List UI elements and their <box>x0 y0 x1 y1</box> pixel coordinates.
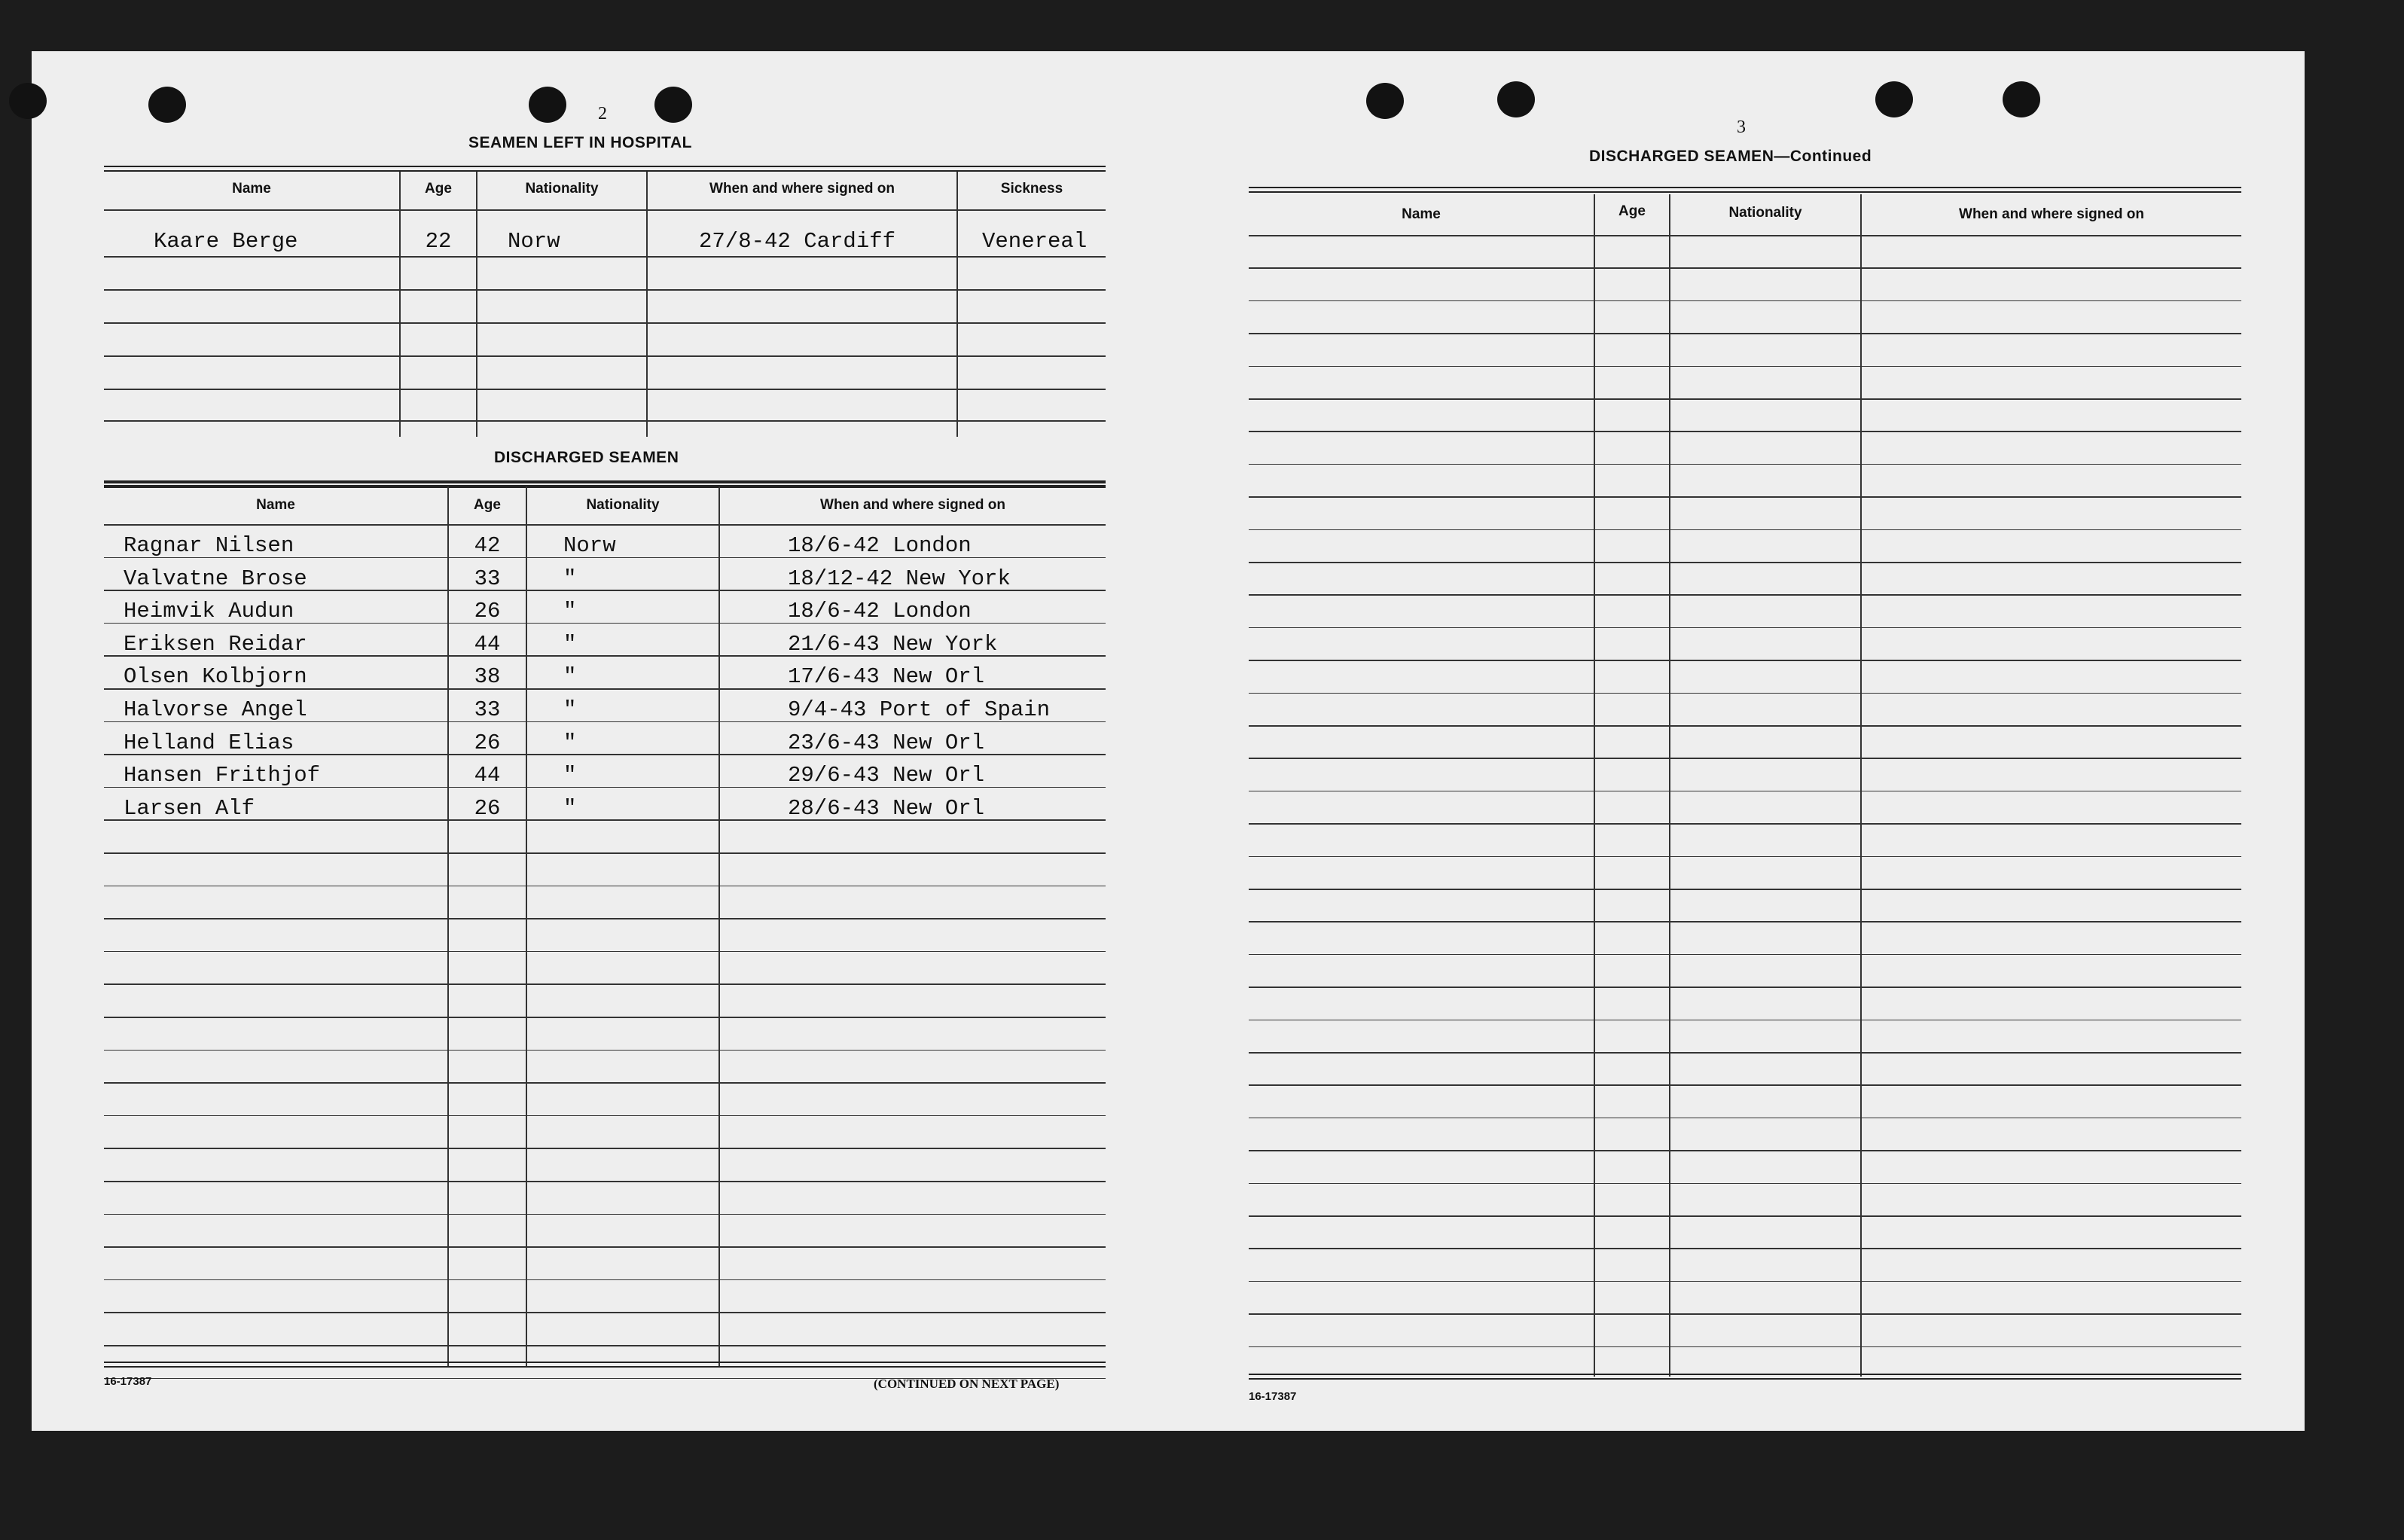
left-page <box>32 51 1131 1431</box>
discharged-cell-signed-on: 23/6-43 New Orl <box>788 730 985 755</box>
discharged-cell-name: Larsen Alf <box>124 795 255 821</box>
discharged-cell-age: 26 <box>474 795 501 821</box>
header-sickness: Sickness <box>1000 181 1063 197</box>
discharged-cell-signed-on: 18/6-42 London <box>788 533 972 558</box>
header-nationality: Nationality <box>1728 205 1802 221</box>
discharged-cell-nationality: Norw <box>563 533 616 558</box>
form-number: 16-17387 <box>1249 1390 1297 1403</box>
header-name: Name <box>232 181 271 197</box>
hospital-cell-sickness: Venereal <box>982 229 1088 254</box>
table-row <box>104 730 1106 764</box>
table-row <box>104 566 1106 599</box>
hospital-table <box>104 166 1106 489</box>
hospital-cell-nationality: Norw <box>508 229 560 254</box>
header-nationality: Nationality <box>586 497 660 513</box>
discharged-cell-age: 33 <box>474 566 501 591</box>
hospital-cell-age: 22 <box>425 229 452 254</box>
discharged-cell-signed-on: 21/6-43 New York <box>788 631 998 657</box>
discharged-cell-age: 26 <box>474 599 501 624</box>
hospital-cell-name: Kaare Berge <box>154 229 298 254</box>
table-row <box>104 763 1106 796</box>
discharged-cell-name: Helland Elias <box>124 730 294 755</box>
discharged-cell-signed-on: 28/6-43 New Orl <box>788 795 985 821</box>
document-sheet <box>32 51 2305 1431</box>
table-row <box>104 796 1106 829</box>
hospital-cell-signed-on: 27/8-42 Cardiff <box>699 229 896 254</box>
header-age: Age <box>474 497 501 513</box>
header-signed-on: When and where signed on <box>709 181 895 197</box>
discharged-cell-signed-on: 9/4-43 Port of Spain <box>788 697 1051 722</box>
header-nationality: Nationality <box>525 181 599 197</box>
header-signed-on: When and where signed on <box>1959 206 2144 222</box>
discharged-cell-nationality: " <box>563 730 577 755</box>
hospital-section-title: SEAMEN LEFT IN HOSPITAL <box>468 134 692 151</box>
header-age: Age <box>1618 203 1646 219</box>
continued-note: (CONTINUED ON NEXT PAGE) <box>874 1377 1060 1391</box>
discharged-cell-name: Olsen Kolbjorn <box>124 664 307 690</box>
discharged-cell-age: 33 <box>474 697 501 722</box>
discharged-table <box>104 480 1106 1369</box>
discharged-cell-age: 42 <box>474 533 501 558</box>
discharged-cell-signed-on: 29/6-43 New Orl <box>788 763 985 788</box>
page-number: 3 <box>1737 117 1746 137</box>
discharged-cell-nationality: " <box>563 631 577 657</box>
discharged-cell-signed-on: 18/6-42 London <box>788 599 972 624</box>
discharged-continued-table <box>1249 187 2241 1378</box>
discharged-cell-nationality: " <box>563 697 577 722</box>
discharged-cell-nationality: " <box>563 795 577 821</box>
discharged-cell-signed-on: 17/6-43 New Orl <box>788 664 985 690</box>
discharged-cell-name: Halvorse Angel <box>124 697 307 722</box>
discharged-cell-nationality: " <box>563 566 577 591</box>
table-row <box>104 697 1106 730</box>
header-age: Age <box>425 181 452 197</box>
discharged-cell-nationality: " <box>563 763 577 788</box>
discharged-cell-name: Eriksen Reidar <box>124 631 307 657</box>
header-name: Name <box>1402 206 1441 222</box>
discharged-cell-age: 44 <box>474 763 501 788</box>
header-signed-on: When and where signed on <box>820 497 1005 513</box>
discharged-continued-title: DISCHARGED SEAMEN—Continued <box>1589 148 1872 165</box>
table-row <box>104 632 1106 665</box>
discharged-cell-name: Valvatne Brose <box>124 566 307 591</box>
discharged-cell-nationality: " <box>563 664 577 690</box>
discharged-cell-name: Hansen Frithjof <box>124 763 321 788</box>
discharged-cell-age: 38 <box>474 664 501 690</box>
right-page <box>1207 51 2305 1431</box>
discharged-section-title: DISCHARGED SEAMEN <box>494 449 679 466</box>
discharged-cell-name: Ragnar Nilsen <box>124 533 294 558</box>
page-number: 2 <box>598 104 607 124</box>
discharged-cell-age: 26 <box>474 730 501 755</box>
discharged-cell-signed-on: 18/12-42 New York <box>788 566 1011 591</box>
table-row <box>104 533 1106 566</box>
header-name: Name <box>256 497 295 513</box>
discharged-cell-name: Heimvik Audun <box>124 599 294 624</box>
discharged-cell-age: 44 <box>474 631 501 657</box>
form-number: 16-17387 <box>104 1375 152 1388</box>
table-row <box>104 599 1106 632</box>
discharged-cell-nationality: " <box>563 599 577 624</box>
table-row <box>104 664 1106 697</box>
